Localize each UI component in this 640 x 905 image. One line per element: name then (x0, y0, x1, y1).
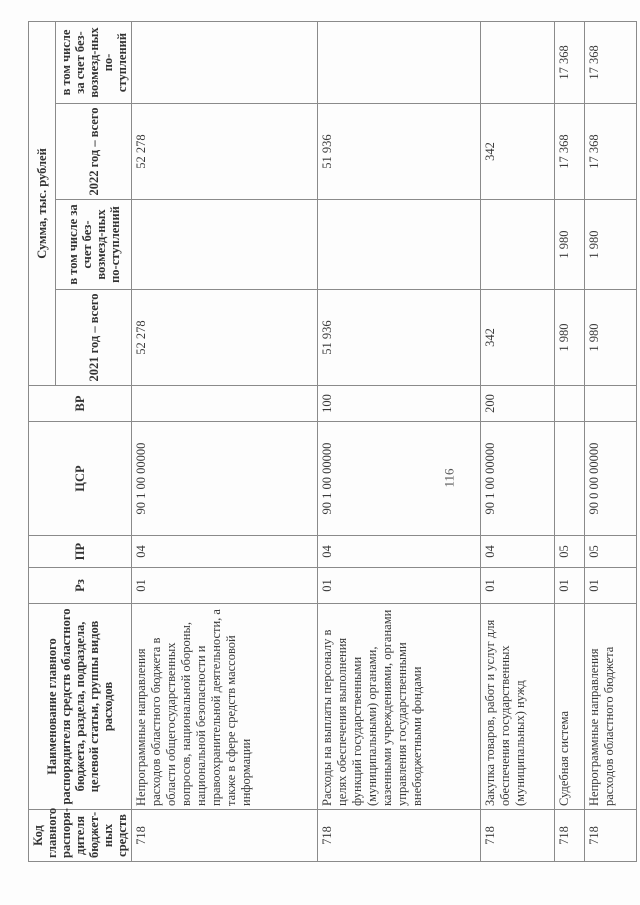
cell-2021-free: 1 980 (555, 200, 585, 290)
table-body (132, 21, 637, 861)
cell-pr: 05 (584, 536, 636, 568)
cell-vr: 200 (481, 386, 555, 422)
cell-vr (584, 386, 636, 422)
cell-2022-free: 17 368 (584, 21, 636, 103)
cell-pr: 04 (481, 536, 555, 568)
cell-2022-total: 52 278 (132, 104, 318, 200)
budget-table (28, 21, 637, 862)
cell-csr: 90 1 00 00000 (317, 422, 480, 536)
cell-rz: 01 (555, 568, 585, 604)
cell-rz: 01 (317, 568, 480, 604)
page-number: 116 (441, 468, 457, 488)
col-header-pr: ПР (29, 536, 132, 568)
table-header (29, 21, 132, 861)
col-header-2021-total: 2021 год – всего (56, 290, 132, 386)
table-row (555, 21, 585, 861)
rotated-table-container (28, 22, 636, 862)
cell-2021-free (317, 200, 480, 290)
table-row (132, 21, 318, 861)
table-row (481, 21, 555, 861)
cell-rz: 01 (584, 568, 636, 604)
cell-name: Расходы на выплаты персоналу в целях обеспечения выполнения функций государственными (муниципальными) органами, казенными учреждениями, органами управления государственными внебюджетными фондами (317, 604, 480, 810)
col-header-rz: Рз (29, 568, 132, 604)
cell-name: Судебная система (555, 604, 585, 810)
cell-2022-total: 342 (481, 104, 555, 200)
cell-2021-total: 342 (481, 290, 555, 386)
cell-vr (555, 386, 585, 422)
cell-2021-free: 1 980 (584, 200, 636, 290)
cell-vr: 100 (317, 386, 480, 422)
cell-2022-free (481, 21, 555, 103)
col-header-2022-total: 2022 год – всего (56, 104, 132, 200)
cell-2021-total: 51 936 (317, 290, 480, 386)
col-header-sum-group: Сумма, тыс. рублей (29, 21, 56, 385)
cell-code: 718 (481, 810, 555, 862)
cell-2022-free: 17 368 (555, 21, 585, 103)
cell-rz: 01 (481, 568, 555, 604)
cell-name: Закупка товаров, работ и услуг для обеспечения государственных (муниципальных) нужд (481, 604, 555, 810)
cell-rz: 01 (132, 568, 318, 604)
cell-code: 718 (132, 810, 318, 862)
cell-2021-total: 1 980 (584, 290, 636, 386)
cell-2022-total: 17 368 (555, 104, 585, 200)
cell-2022-free (132, 21, 318, 103)
cell-2022-free (317, 21, 480, 103)
col-header-name: Наименование главного распорядителя средств областного бюджета, раздела, подраздела, целевой статьи, группы видов расходов (29, 604, 132, 810)
cell-pr: 04 (132, 536, 318, 568)
cell-2021-total: 1 980 (555, 290, 585, 386)
cell-2021-free (132, 200, 318, 290)
cell-2022-total: 17 368 (584, 104, 636, 200)
cell-code: 718 (317, 810, 480, 862)
table-row (584, 21, 636, 861)
table-row (317, 21, 480, 861)
cell-2021-free (481, 200, 555, 290)
cell-2021-total: 52 278 (132, 290, 318, 386)
cell-name: Непрограммные направления расходов областного бюджета (584, 604, 636, 810)
cell-name: Непрограммные направления расходов областного бюджета в области общегосударственных вопросов, национальной обороны, национальной безопасности и правоохранительной деятельности, а также в сфере средств массовой информации (132, 604, 318, 810)
col-header-vr: ВР (29, 386, 132, 422)
cell-code: 718 (584, 810, 636, 862)
cell-csr: 90 1 00 00000 (481, 422, 555, 536)
cell-vr (132, 386, 318, 422)
cell-csr (555, 422, 585, 536)
col-header-2022-free: в том числе за счет без-возмезд-ных по-ступлений (56, 21, 132, 103)
col-header-code: Код главного распоря-дителя бюджет-ных средств (29, 810, 132, 862)
cell-2022-total: 51 936 (317, 104, 480, 200)
cell-pr: 04 (317, 536, 480, 568)
cell-pr: 05 (555, 536, 585, 568)
cell-csr: 90 1 00 00000 (132, 422, 318, 536)
col-header-csr: ЦСР (29, 422, 132, 536)
cell-csr: 90 0 00 00000 (584, 422, 636, 536)
cell-code: 718 (555, 810, 585, 862)
col-header-2021-free: в том числе за счет без-возмезд-ных по-ступлений (56, 200, 132, 290)
